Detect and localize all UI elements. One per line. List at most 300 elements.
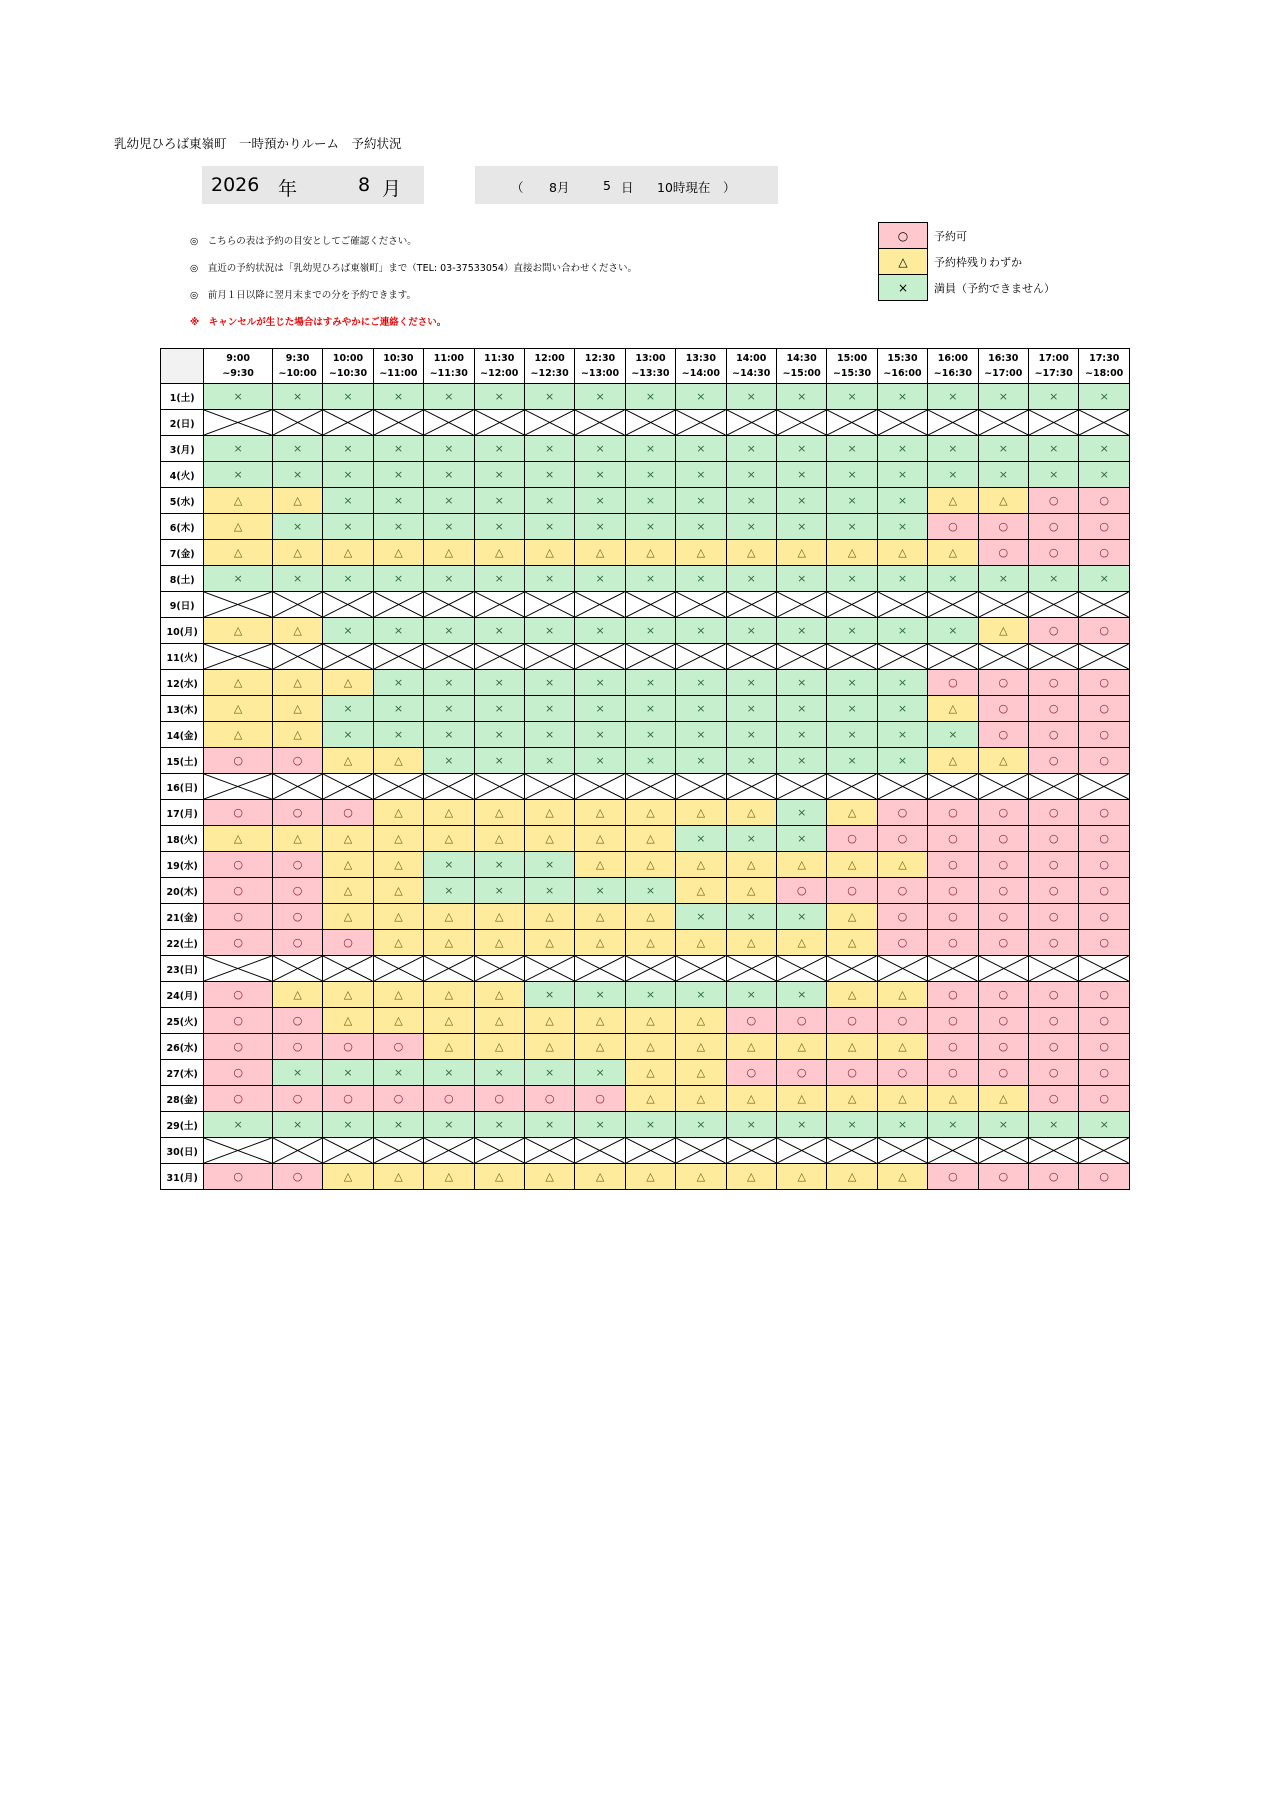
slot-status: ○ [928,826,978,852]
closed-cell [776,1138,826,1164]
slot-status: × [877,618,927,644]
closed-cell [877,592,927,618]
slot-status: × [776,1112,826,1138]
slot-status: ○ [272,878,322,904]
slot-status: × [827,1112,877,1138]
closed-cross-icon [424,774,473,799]
slot-status: × [424,748,474,774]
slot-status: ○ [928,1060,978,1086]
slot-status: × [1029,566,1079,592]
slot-status: × [726,514,776,540]
day-label: 9(日) [161,592,204,618]
closed-cross-icon [979,956,1028,981]
slot-start: 13:30 [685,353,716,364]
slot-status: ○ [978,878,1028,904]
slot-status: × [204,566,273,592]
slot-status: ○ [1079,982,1130,1008]
slot-status: × [474,748,524,774]
closed-cross-icon [777,956,826,981]
slot-status: × [524,436,574,462]
closed-cell [776,956,826,982]
slot-status: ○ [1079,1086,1130,1112]
slot-status: △ [323,540,373,566]
slot-status: × [424,1060,474,1086]
slot-status: △ [524,1008,574,1034]
slot-status: ○ [1029,904,1079,930]
reservation-table [160,348,1130,1190]
slot-status: △ [877,1034,927,1060]
closed-cell [575,1138,625,1164]
slot-status: △ [726,540,776,566]
closed-cross-icon [928,410,977,435]
closed-cell [575,410,625,436]
slot-status: ○ [978,852,1028,878]
slot-status: △ [424,982,474,1008]
closed-cell [928,592,978,618]
slot-status: × [726,722,776,748]
slot-status: × [474,566,524,592]
slot-end: ~17:30 [1034,368,1073,379]
slot-status: △ [373,878,423,904]
slot-status: △ [827,904,877,930]
slot-status: △ [524,826,574,852]
slot-status: △ [323,852,373,878]
closed-cell [524,774,574,800]
slot-status: × [524,878,574,904]
slot-status: ○ [1029,930,1079,956]
slot-status: × [928,566,978,592]
slot-status: × [323,436,373,462]
legend-label: 予約枠残りわずか [934,255,1022,269]
day-label: 22(土) [161,930,204,956]
closed-cross-icon [1029,410,1078,435]
slot-status: × [827,436,877,462]
slot-end: ~10:30 [328,368,368,379]
slot-status: ○ [978,514,1028,540]
slot-status: △ [424,1034,474,1060]
day-label: 4(火) [161,462,204,488]
closed-cell [978,956,1028,982]
slot-status: × [373,1112,423,1138]
closed-cross-icon [525,1138,574,1163]
slot-status: × [575,696,625,722]
closed-cell [726,592,776,618]
closed-cross-icon [374,774,423,799]
slot-status: ○ [373,1034,423,1060]
slot-status: △ [323,748,373,774]
closed-cross-icon [424,956,473,981]
slot-status: △ [625,1034,675,1060]
closed-cross-icon [928,592,977,617]
slot-status: ○ [272,1086,322,1112]
slot-status: △ [726,1164,776,1190]
closed-cell [676,644,726,670]
slot-status: × [474,618,524,644]
slot-start: 14:30 [786,353,817,364]
slot-status: × [474,462,524,488]
day-label: 7(金) [161,540,204,566]
closed-cross-icon [273,644,322,669]
closed-cross-icon [878,774,927,799]
closed-cross-icon [475,1138,524,1163]
slot-status: ○ [1079,852,1130,878]
closed-cell [272,1138,322,1164]
closed-cross-icon [424,410,473,435]
closed-cross-icon [575,592,624,617]
slot-status: △ [474,800,524,826]
slot-status: × [676,514,726,540]
slot-start: 16:30 [988,353,1019,364]
slot-status: △ [827,540,877,566]
slot-status: × [676,436,726,462]
slot-status: × [625,670,675,696]
slot-status: △ [424,540,474,566]
day-label: 21(金) [161,904,204,930]
slot-status: × [424,462,474,488]
closed-cross-icon [979,774,1028,799]
slot-status: × [625,384,675,410]
closed-cell [204,774,273,800]
slot-status: ○ [204,1164,273,1190]
legend-item [879,223,1056,249]
slot-status: × [424,696,474,722]
slot-start: 9:00 [226,353,250,364]
slot-status: ○ [978,826,1028,852]
legend-symbol: ○ [879,223,928,249]
slot-status: △ [323,878,373,904]
closed-cell [726,956,776,982]
slot-status: × [776,566,826,592]
slot-status: × [524,722,574,748]
slot-status: × [1079,384,1130,410]
closed-cross-icon [273,410,322,435]
slot-status: × [323,722,373,748]
slot-status: ○ [1029,1008,1079,1034]
slot-status: △ [204,696,273,722]
table-row [161,774,1130,800]
slot-status: × [827,748,877,774]
table-row [161,878,1130,904]
slot-status: ○ [1079,1060,1130,1086]
closed-cell [373,592,423,618]
slot-status: × [323,1112,373,1138]
day-label: 26(水) [161,1034,204,1060]
slot-status: × [373,462,423,488]
slot-status: × [726,618,776,644]
slot-status: ○ [1079,904,1130,930]
slot-status: ○ [272,1164,322,1190]
slot-status: × [877,696,927,722]
slot-status: △ [272,618,322,644]
slot-status: △ [524,800,574,826]
slot-status: × [1079,436,1130,462]
closed-cross-icon [626,774,675,799]
time-slot-header [1079,349,1130,384]
closed-cross-icon [979,644,1028,669]
closed-cross-icon [676,410,725,435]
closed-cross-icon [777,774,826,799]
slot-status: △ [272,488,322,514]
slot-status: △ [474,1164,524,1190]
slot-status: × [373,670,423,696]
slot-status: △ [373,982,423,1008]
table-row [161,618,1130,644]
closed-cross-icon [827,410,876,435]
slot-status: × [978,462,1028,488]
slot-status: × [827,696,877,722]
slot-status: △ [726,1086,776,1112]
slot-status: × [726,670,776,696]
slot-status: △ [474,930,524,956]
slot-status: × [1029,462,1079,488]
table-row [161,1060,1130,1086]
closed-cross-icon [878,410,927,435]
slot-status: × [676,618,726,644]
closed-cross-icon [204,644,272,669]
closed-cell [776,774,826,800]
slot-status: × [676,904,726,930]
slot-status: ○ [1029,1086,1079,1112]
slot-status: ○ [524,1086,574,1112]
slot-status: × [877,722,927,748]
closed-cross-icon [475,592,524,617]
slot-status: × [272,462,322,488]
day-label: 3(月) [161,436,204,462]
slot-status: △ [575,904,625,930]
slot-status: × [373,384,423,410]
slot-status: × [676,722,726,748]
slot-status: ○ [827,1060,877,1086]
slot-status: ○ [928,800,978,826]
slot-status: ○ [1079,540,1130,566]
closed-cell [827,644,877,670]
closed-cell [474,774,524,800]
slot-status: ○ [204,982,273,1008]
slot-status: × [373,436,423,462]
as-of-month: 8月 [549,180,570,195]
slot-status: △ [776,1034,826,1060]
slot-status: ○ [1079,1034,1130,1060]
slot-status: × [575,566,625,592]
slot-status: ○ [1079,800,1130,826]
closed-cell [1029,956,1079,982]
slot-status: △ [978,488,1028,514]
as-of-open-paren: （ [511,180,524,195]
slot-status: × [928,462,978,488]
closed-cross-icon [979,410,1028,435]
as-of-date-box [475,166,778,204]
closed-cell [373,1138,423,1164]
slot-status: △ [524,1034,574,1060]
closed-cross-icon [626,410,675,435]
slot-status: △ [474,904,524,930]
closed-cross-icon [475,774,524,799]
slot-status: × [323,384,373,410]
closed-cross-icon [575,410,624,435]
closed-cross-icon [928,774,977,799]
slot-status: × [272,384,322,410]
slot-status: × [575,488,625,514]
closed-cross-icon [273,774,322,799]
slot-status: × [625,748,675,774]
closed-cell [323,774,373,800]
slot-status: × [424,722,474,748]
slot-status: △ [373,800,423,826]
slot-status: ○ [877,800,927,826]
day-label: 12(水) [161,670,204,696]
month-value: 8 [358,174,371,196]
slot-status: × [323,488,373,514]
day-label: 27(木) [161,1060,204,1086]
slot-status: × [524,1060,574,1086]
slot-status: ○ [272,1008,322,1034]
slot-status: ○ [204,1008,273,1034]
slot-status: △ [827,930,877,956]
closed-cross-icon [323,410,372,435]
slot-status: × [474,722,524,748]
slot-status: ○ [928,514,978,540]
slot-status: × [776,488,826,514]
slot-status: × [877,748,927,774]
slot-status: × [1029,436,1079,462]
slot-status: × [625,488,675,514]
slot-status: △ [575,930,625,956]
slot-status: × [323,514,373,540]
closed-cell [272,956,322,982]
slot-end: ~17:00 [984,368,1023,379]
closed-cell [877,956,927,982]
closed-cell [625,410,675,436]
time-slot-header [323,349,373,384]
slot-status: × [726,904,776,930]
closed-cross-icon [827,592,876,617]
closed-cross-icon [575,774,624,799]
slot-status: × [424,670,474,696]
closed-cross-icon [626,956,675,981]
slot-status: ○ [978,696,1028,722]
closed-cell [928,774,978,800]
closed-cross-icon [1079,956,1129,981]
closed-cross-icon [1079,410,1129,435]
closed-cross-icon [777,410,826,435]
slot-status: ○ [776,1008,826,1034]
closed-cross-icon [676,956,725,981]
closed-cell [625,1138,675,1164]
closed-cross-icon [525,410,574,435]
slot-status: △ [204,540,273,566]
slot-status: ○ [877,1008,927,1034]
table-row [161,722,1130,748]
slot-status: × [373,722,423,748]
slot-status: △ [827,982,877,1008]
closed-cross-icon [323,956,372,981]
table-row [161,1034,1130,1060]
closed-cross-icon [525,774,574,799]
closed-cross-icon [777,1138,826,1163]
slot-status: ○ [204,800,273,826]
slot-status: × [204,384,273,410]
slot-status: △ [877,540,927,566]
slot-status: △ [323,1008,373,1034]
slot-status: × [1029,1112,1079,1138]
slot-status: ○ [1029,1034,1079,1060]
closed-cell [877,410,927,436]
slot-status: × [524,462,574,488]
slot-status: ○ [323,1034,373,1060]
slot-status: × [1079,566,1130,592]
closed-cell [625,956,675,982]
slot-start: 11:30 [484,353,515,364]
slot-status: ○ [1029,670,1079,696]
slot-status: × [827,670,877,696]
month-unit: 月 [382,178,402,200]
closed-cell [474,644,524,670]
slot-status: × [424,852,474,878]
slot-status: × [978,566,1028,592]
day-label: 23(日) [161,956,204,982]
slot-status: × [827,384,877,410]
day-label: 15(土) [161,748,204,774]
slot-status: × [1029,384,1079,410]
closed-cell [1029,774,1079,800]
day-label: 10(月) [161,618,204,644]
slot-status: × [978,1112,1028,1138]
slot-status: △ [204,488,273,514]
closed-cross-icon [979,1138,1028,1163]
slot-status: × [776,618,826,644]
slot-status: × [373,1060,423,1086]
slot-status: × [928,436,978,462]
note-line: ※ キャンセルが生じた場合はすみやかにご連絡ください。 [190,317,447,328]
as-of-close-paren: ） [723,180,736,195]
slot-status: × [625,982,675,1008]
slot-status: △ [323,1164,373,1190]
slot-status: ○ [978,982,1028,1008]
closed-cell [424,592,474,618]
slot-status: △ [272,982,322,1008]
slot-status: × [373,566,423,592]
slot-status: × [575,384,625,410]
slot-status: △ [575,1008,625,1034]
slot-status: △ [204,514,273,540]
slot-start: 15:30 [887,353,918,364]
slot-status: ○ [877,1060,927,1086]
day-label: 2(日) [161,410,204,436]
slot-status: ○ [1029,800,1079,826]
closed-cell [827,956,877,982]
slot-status: ○ [1029,514,1079,540]
slot-status: × [575,462,625,488]
slot-status: ○ [1079,826,1130,852]
closed-cell [928,410,978,436]
slot-status: △ [978,618,1028,644]
closed-cell [204,1138,273,1164]
time-slot-header [575,349,625,384]
slot-status: △ [877,852,927,878]
slot-status: ○ [928,878,978,904]
slot-status: △ [726,852,776,878]
closed-cross-icon [374,644,423,669]
closed-cross-icon [204,774,272,799]
closed-cross-icon [878,956,927,981]
day-label: 5(水) [161,488,204,514]
closed-cross-icon [323,774,372,799]
closed-cell [676,410,726,436]
slot-status: × [827,514,877,540]
slot-status: × [524,514,574,540]
slot-status: ○ [928,982,978,1008]
slot-status: × [625,878,675,904]
